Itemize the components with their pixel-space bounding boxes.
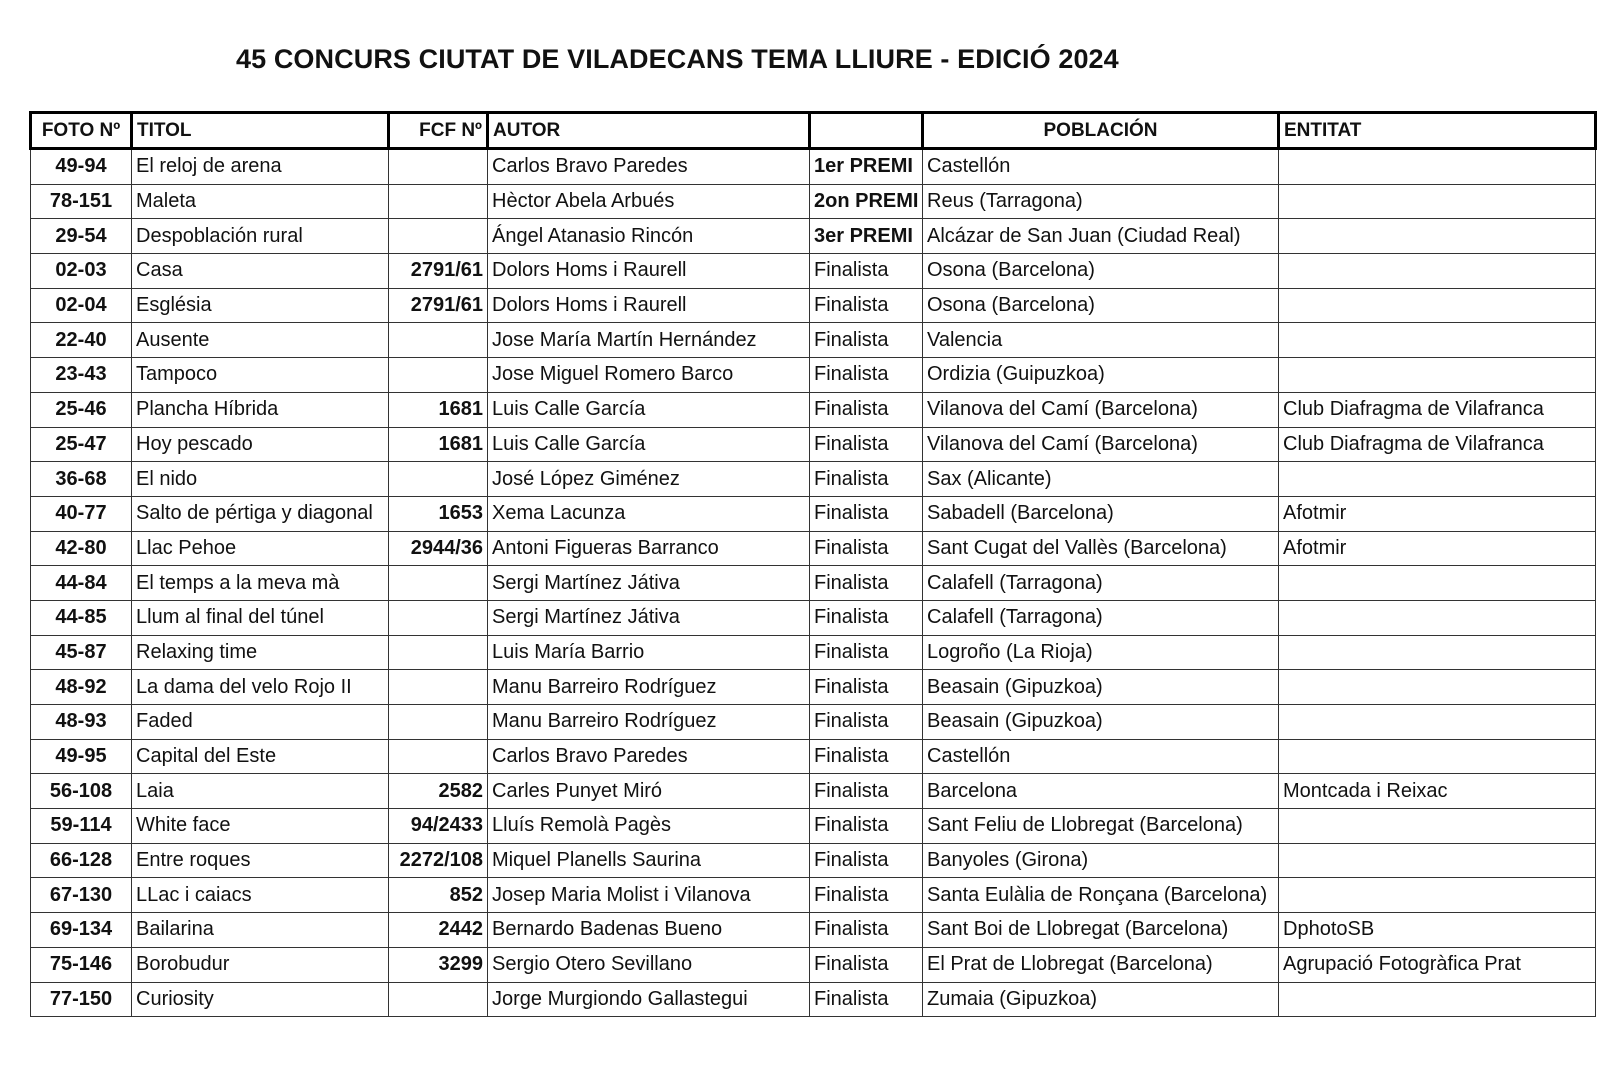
cell-premi: Finalista bbox=[810, 913, 923, 948]
cell-foto: 36-68 bbox=[31, 462, 132, 497]
cell-titol: Tampoco bbox=[132, 358, 389, 393]
cell-titol: Casa bbox=[132, 254, 389, 289]
header-poblacion: POBLACIÓN bbox=[923, 113, 1279, 149]
cell-titol: Llac Pehoe bbox=[132, 531, 389, 566]
cell-premi: Finalista bbox=[810, 392, 923, 427]
cell-foto: 29-54 bbox=[31, 219, 132, 254]
cell-poblacion: Sant Feliu de Llobregat (Barcelona) bbox=[923, 809, 1279, 844]
cell-autor: Jorge Murgiondo Gallastegui bbox=[488, 982, 810, 1017]
cell-entitat bbox=[1279, 878, 1596, 913]
cell-fcf: 1653 bbox=[389, 496, 488, 531]
table-row bbox=[31, 635, 1596, 670]
cell-autor: José López Giménez bbox=[488, 462, 810, 497]
header-entitat: ENTITAT bbox=[1279, 113, 1596, 149]
cell-entitat bbox=[1279, 149, 1596, 185]
table-row bbox=[31, 184, 1596, 219]
cell-autor: Manu Barreiro Rodríguez bbox=[488, 705, 810, 740]
cell-autor: Dolors Homs i Raurell bbox=[488, 254, 810, 289]
cell-foto: 49-95 bbox=[31, 739, 132, 774]
cell-poblacion: Banyoles (Girona) bbox=[923, 843, 1279, 878]
cell-foto: 77-150 bbox=[31, 982, 132, 1017]
cell-premi: Finalista bbox=[810, 809, 923, 844]
cell-foto: 22-40 bbox=[31, 323, 132, 358]
cell-fcf: 2582 bbox=[389, 774, 488, 809]
cell-titol: Maleta bbox=[132, 184, 389, 219]
cell-poblacion: Sabadell (Barcelona) bbox=[923, 496, 1279, 531]
cell-fcf: 2272/108 bbox=[389, 843, 488, 878]
cell-entitat: Montcada i Reixac bbox=[1279, 774, 1596, 809]
table-row bbox=[31, 843, 1596, 878]
cell-autor: Antoni Figueras Barranco bbox=[488, 531, 810, 566]
cell-premi: Finalista bbox=[810, 774, 923, 809]
cell-entitat bbox=[1279, 600, 1596, 635]
table-row bbox=[31, 323, 1596, 358]
cell-foto: 67-130 bbox=[31, 878, 132, 913]
cell-premi: Finalista bbox=[810, 947, 923, 982]
cell-entitat: Afotmir bbox=[1279, 531, 1596, 566]
table-row bbox=[31, 600, 1596, 635]
cell-foto: 69-134 bbox=[31, 913, 132, 948]
cell-autor: Luis Calle García bbox=[488, 427, 810, 462]
cell-fcf: 2944/36 bbox=[389, 531, 488, 566]
cell-titol: Despoblación rural bbox=[132, 219, 389, 254]
cell-premi: Finalista bbox=[810, 531, 923, 566]
cell-fcf bbox=[389, 184, 488, 219]
cell-titol: El reloj de arena bbox=[132, 149, 389, 185]
cell-autor: Miquel Planells Saurina bbox=[488, 843, 810, 878]
table-row bbox=[31, 982, 1596, 1017]
cell-titol: Curiosity bbox=[132, 982, 389, 1017]
cell-autor: Lluís Remolà Pagès bbox=[488, 809, 810, 844]
cell-titol: Església bbox=[132, 288, 389, 323]
table-row bbox=[31, 809, 1596, 844]
header-foto: FOTO Nº bbox=[31, 113, 132, 149]
cell-autor: Ángel Atanasio Rincón bbox=[488, 219, 810, 254]
cell-entitat: Agrupació Fotogràfica Prat bbox=[1279, 947, 1596, 982]
table-row bbox=[31, 947, 1596, 982]
cell-titol: Faded bbox=[132, 705, 389, 740]
cell-fcf bbox=[389, 600, 488, 635]
cell-titol: Relaxing time bbox=[132, 635, 389, 670]
cell-premi: Finalista bbox=[810, 254, 923, 289]
cell-fcf: 94/2433 bbox=[389, 809, 488, 844]
cell-fcf bbox=[389, 149, 488, 185]
cell-fcf bbox=[389, 982, 488, 1017]
cell-foto: 59-114 bbox=[31, 809, 132, 844]
cell-titol: LLac i caiacs bbox=[132, 878, 389, 913]
cell-entitat bbox=[1279, 566, 1596, 601]
cell-entitat bbox=[1279, 843, 1596, 878]
cell-autor: Sergio Otero Sevillano bbox=[488, 947, 810, 982]
cell-entitat bbox=[1279, 184, 1596, 219]
cell-foto: 66-128 bbox=[31, 843, 132, 878]
cell-autor: Manu Barreiro Rodríguez bbox=[488, 670, 810, 705]
cell-foto: 40-77 bbox=[31, 496, 132, 531]
cell-titol: Salto de pértiga y diagonal bbox=[132, 496, 389, 531]
cell-titol: Capital del Este bbox=[132, 739, 389, 774]
cell-autor: Hèctor Abela Arbués bbox=[488, 184, 810, 219]
cell-poblacion: Zumaia (Gipuzkoa) bbox=[923, 982, 1279, 1017]
cell-foto: 48-92 bbox=[31, 670, 132, 705]
cell-entitat bbox=[1279, 358, 1596, 393]
cell-poblacion: Sant Cugat del Vallès (Barcelona) bbox=[923, 531, 1279, 566]
table-row bbox=[31, 670, 1596, 705]
cell-foto: 25-46 bbox=[31, 392, 132, 427]
cell-fcf bbox=[389, 635, 488, 670]
header-premi bbox=[810, 113, 923, 149]
cell-autor: Luis Calle García bbox=[488, 392, 810, 427]
cell-entitat bbox=[1279, 254, 1596, 289]
cell-poblacion: Castellón bbox=[923, 149, 1279, 185]
cell-poblacion: Vilanova del Camí (Barcelona) bbox=[923, 392, 1279, 427]
cell-premi: Finalista bbox=[810, 600, 923, 635]
cell-titol: Plancha Híbrida bbox=[132, 392, 389, 427]
cell-poblacion: Valencia bbox=[923, 323, 1279, 358]
cell-poblacion: Castellón bbox=[923, 739, 1279, 774]
cell-titol: Hoy pescado bbox=[132, 427, 389, 462]
table-row bbox=[31, 739, 1596, 774]
cell-premi: Finalista bbox=[810, 462, 923, 497]
cell-premi: 2on PREMI bbox=[810, 184, 923, 219]
cell-entitat: DphotoSB bbox=[1279, 913, 1596, 948]
table-row bbox=[31, 913, 1596, 948]
cell-poblacion: El Prat de Llobregat (Barcelona) bbox=[923, 947, 1279, 982]
table-row bbox=[31, 566, 1596, 601]
cell-premi: 3er PREMI bbox=[810, 219, 923, 254]
cell-fcf: 2791/61 bbox=[389, 254, 488, 289]
cell-poblacion: Sant Boi de Llobregat (Barcelona) bbox=[923, 913, 1279, 948]
cell-entitat bbox=[1279, 462, 1596, 497]
cell-entitat bbox=[1279, 705, 1596, 740]
cell-premi: Finalista bbox=[810, 496, 923, 531]
cell-premi: Finalista bbox=[810, 878, 923, 913]
cell-entitat bbox=[1279, 219, 1596, 254]
cell-poblacion: Reus (Tarragona) bbox=[923, 184, 1279, 219]
cell-foto: 02-04 bbox=[31, 288, 132, 323]
cell-entitat: Afotmir bbox=[1279, 496, 1596, 531]
cell-poblacion: Calafell (Tarragona) bbox=[923, 600, 1279, 635]
cell-autor: Jose Miguel Romero Barco bbox=[488, 358, 810, 393]
cell-poblacion: Barcelona bbox=[923, 774, 1279, 809]
cell-poblacion: Osona (Barcelona) bbox=[923, 288, 1279, 323]
cell-autor: Carlos Bravo Paredes bbox=[488, 739, 810, 774]
cell-autor: Carles Punyet Miró bbox=[488, 774, 810, 809]
cell-titol: Entre roques bbox=[132, 843, 389, 878]
cell-autor: Jose María Martín Hernández bbox=[488, 323, 810, 358]
cell-entitat: Club Diafragma de Vilafranca bbox=[1279, 427, 1596, 462]
cell-entitat bbox=[1279, 288, 1596, 323]
cell-autor: Xema Lacunza bbox=[488, 496, 810, 531]
table-row bbox=[31, 531, 1596, 566]
cell-poblacion: Vilanova del Camí (Barcelona) bbox=[923, 427, 1279, 462]
cell-poblacion: Osona (Barcelona) bbox=[923, 254, 1279, 289]
cell-fcf bbox=[389, 219, 488, 254]
cell-foto: 44-85 bbox=[31, 600, 132, 635]
cell-titol: El temps a la meva mà bbox=[132, 566, 389, 601]
cell-titol: Llum al final del túnel bbox=[132, 600, 389, 635]
table-row bbox=[31, 878, 1596, 913]
table-row bbox=[31, 358, 1596, 393]
cell-foto: 02-03 bbox=[31, 254, 132, 289]
cell-foto: 23-43 bbox=[31, 358, 132, 393]
table-row bbox=[31, 219, 1596, 254]
table-row bbox=[31, 496, 1596, 531]
cell-fcf bbox=[389, 462, 488, 497]
cell-premi: Finalista bbox=[810, 705, 923, 740]
cell-premi: Finalista bbox=[810, 670, 923, 705]
cell-premi: Finalista bbox=[810, 843, 923, 878]
cell-fcf: 1681 bbox=[389, 427, 488, 462]
cell-foto: 56-108 bbox=[31, 774, 132, 809]
cell-foto: 48-93 bbox=[31, 705, 132, 740]
cell-premi: 1er PREMI bbox=[810, 149, 923, 185]
cell-entitat bbox=[1279, 670, 1596, 705]
cell-autor: Sergi Martínez Játiva bbox=[488, 566, 810, 601]
cell-titol: White face bbox=[132, 809, 389, 844]
cell-fcf bbox=[389, 358, 488, 393]
cell-premi: Finalista bbox=[810, 635, 923, 670]
table-row bbox=[31, 462, 1596, 497]
cell-foto: 45-87 bbox=[31, 635, 132, 670]
cell-autor: Dolors Homs i Raurell bbox=[488, 288, 810, 323]
cell-premi: Finalista bbox=[810, 739, 923, 774]
cell-entitat bbox=[1279, 323, 1596, 358]
cell-autor: Bernardo Badenas Bueno bbox=[488, 913, 810, 948]
header-row bbox=[31, 113, 1596, 149]
cell-premi: Finalista bbox=[810, 566, 923, 601]
cell-fcf: 1681 bbox=[389, 392, 488, 427]
cell-poblacion: Alcázar de San Juan (Ciudad Real) bbox=[923, 219, 1279, 254]
cell-poblacion: Santa Eulàlia de Ronçana (Barcelona) bbox=[923, 878, 1279, 913]
cell-foto: 78-151 bbox=[31, 184, 132, 219]
cell-titol: La dama del velo Rojo II bbox=[132, 670, 389, 705]
cell-autor: Sergi Martínez Játiva bbox=[488, 600, 810, 635]
cell-foto: 25-47 bbox=[31, 427, 132, 462]
table-row bbox=[31, 427, 1596, 462]
table-row bbox=[31, 392, 1596, 427]
cell-entitat bbox=[1279, 739, 1596, 774]
table-row bbox=[31, 149, 1596, 185]
cell-autor: Luis María Barrio bbox=[488, 635, 810, 670]
page-title: 45 CONCURS CIUTAT DE VILADECANS TEMA LLIURE - EDICIÓ 2024 bbox=[236, 44, 1119, 74]
header-fcf: FCF Nº bbox=[389, 113, 488, 149]
cell-fcf bbox=[389, 670, 488, 705]
cell-fcf bbox=[389, 705, 488, 740]
cell-foto: 75-146 bbox=[31, 947, 132, 982]
cell-premi: Finalista bbox=[810, 427, 923, 462]
cell-entitat bbox=[1279, 635, 1596, 670]
cell-titol: Laia bbox=[132, 774, 389, 809]
table-row bbox=[31, 705, 1596, 740]
cell-entitat bbox=[1279, 809, 1596, 844]
cell-foto: 49-94 bbox=[31, 149, 132, 185]
cell-premi: Finalista bbox=[810, 358, 923, 393]
header-autor: AUTOR bbox=[488, 113, 810, 149]
cell-premi: Finalista bbox=[810, 288, 923, 323]
cell-entitat: Club Diafragma de Vilafranca bbox=[1279, 392, 1596, 427]
cell-poblacion: Beasain (Gipuzkoa) bbox=[923, 670, 1279, 705]
header-titol: TITOL bbox=[132, 113, 389, 149]
cell-poblacion: Calafell (Tarragona) bbox=[923, 566, 1279, 601]
cell-fcf bbox=[389, 739, 488, 774]
table-row bbox=[31, 774, 1596, 809]
cell-autor: Carlos Bravo Paredes bbox=[488, 149, 810, 185]
cell-titol: Bailarina bbox=[132, 913, 389, 948]
cell-poblacion: Ordizia (Guipuzkoa) bbox=[923, 358, 1279, 393]
cell-autor: Josep Maria Molist i Vilanova bbox=[488, 878, 810, 913]
cell-poblacion: Logroño (La Rioja) bbox=[923, 635, 1279, 670]
cell-titol: Borobudur bbox=[132, 947, 389, 982]
cell-fcf bbox=[389, 323, 488, 358]
cell-premi: Finalista bbox=[810, 982, 923, 1017]
cell-poblacion: Sax (Alicante) bbox=[923, 462, 1279, 497]
cell-titol: Ausente bbox=[132, 323, 389, 358]
cell-fcf: 852 bbox=[389, 878, 488, 913]
cell-premi: Finalista bbox=[810, 323, 923, 358]
cell-fcf bbox=[389, 566, 488, 601]
cell-foto: 42-80 bbox=[31, 531, 132, 566]
results-table bbox=[29, 111, 1597, 1017]
table-body bbox=[31, 149, 1596, 1017]
cell-foto: 44-84 bbox=[31, 566, 132, 601]
cell-fcf: 2442 bbox=[389, 913, 488, 948]
cell-fcf: 2791/61 bbox=[389, 288, 488, 323]
cell-poblacion: Beasain (Gipuzkoa) bbox=[923, 705, 1279, 740]
table-row bbox=[31, 254, 1596, 289]
cell-entitat bbox=[1279, 982, 1596, 1017]
cell-fcf: 3299 bbox=[389, 947, 488, 982]
table-row bbox=[31, 288, 1596, 323]
cell-titol: El nido bbox=[132, 462, 389, 497]
